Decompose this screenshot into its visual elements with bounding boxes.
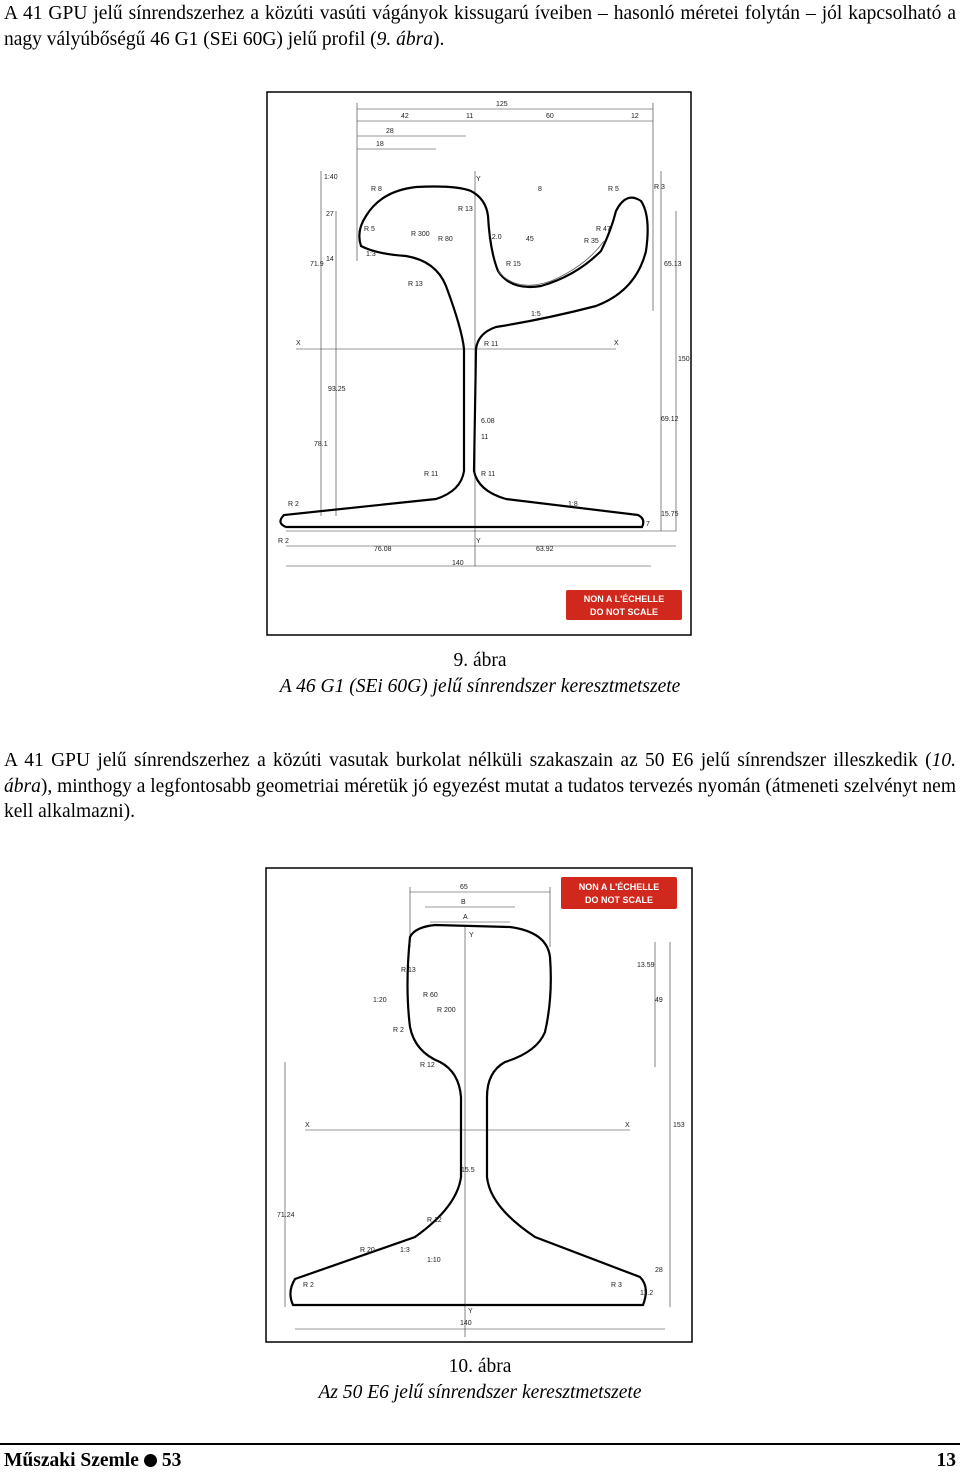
- dim-label: R 2: [393, 1027, 404, 1034]
- dim-label: Y: [468, 1308, 473, 1315]
- dim-label: 153: [673, 1122, 685, 1129]
- paragraph-intro: A 41 GPU jelű sínrendszerhez a közúti vasúti vágányok kissugarú íveiben – hasonló méretei folytán – jól kapcsolható a nagy vályúbőségű 46 G1 (SEi 60G) jelű profil (9. ábra).: [4, 3, 956, 50]
- figure-9-caption: A 46 G1 (SEi 60G) jelű sínrendszer keresztmetszete: [279, 676, 681, 697]
- do-not-scale-stamp: [561, 877, 677, 909]
- dim-label: 71.9: [310, 261, 324, 268]
- dim-label: 12.0: [488, 234, 502, 241]
- issue-number: 53: [161, 1450, 182, 1471]
- dim-label: 13.59: [637, 962, 655, 969]
- dim-label: 1:3: [366, 251, 376, 258]
- dim-label: 6.08: [481, 418, 495, 425]
- dim-label: R 3: [654, 184, 665, 191]
- dim-label: 63.92: [536, 546, 554, 553]
- dim-label: X: [625, 1122, 630, 1129]
- dim-label: R 200: [437, 1007, 456, 1014]
- dim-label: A: [463, 914, 468, 921]
- dim-label: R 3: [611, 1282, 622, 1289]
- dim-label: 49: [655, 997, 663, 1004]
- dim-label: 42: [401, 113, 409, 120]
- dim-label: 78.1: [314, 441, 328, 448]
- dim-label: 65.13: [664, 261, 682, 268]
- dim-label: R 35: [584, 238, 599, 245]
- svg-text:NON A L'ÉCHELLE: NON A L'ÉCHELLE: [583, 594, 665, 604]
- dim-label: 12: [631, 113, 639, 120]
- dim-label: Y: [476, 538, 481, 545]
- footer-journal: [4, 1450, 181, 1472]
- dim-label: R 2: [288, 501, 299, 508]
- figure-10-number: 10. ábra: [448, 1356, 512, 1377]
- dim-label: 14: [326, 256, 334, 263]
- dim-label: R 12: [427, 1217, 442, 1224]
- dim-label: R 13: [408, 281, 423, 288]
- dim-label: Y: [476, 176, 481, 183]
- figure-ref-10[interactable]: 10. ábra: [4, 750, 956, 797]
- dim-label: R 2: [278, 538, 289, 545]
- svg-text:DO NOT SCALE: DO NOT SCALE: [589, 607, 659, 617]
- dim-label: R 2: [303, 1282, 314, 1289]
- dim-label: R 80: [438, 236, 453, 243]
- dim-label: R 8: [371, 186, 382, 193]
- dim-label: 11: [466, 113, 474, 120]
- dim-label: R 11: [481, 471, 496, 478]
- dim-label: Y: [469, 932, 474, 939]
- do-not-scale-stamp: [566, 590, 682, 620]
- dim-label: R 300: [411, 231, 430, 238]
- rail-drawing-50e6: [265, 867, 693, 1343]
- dim-label: 1:8: [568, 501, 578, 508]
- dim-label: 15.75: [661, 511, 679, 518]
- figure-10-caption: Az 50 E6 jelű sínrendszer keresztmetszete: [318, 1382, 642, 1403]
- dim-label: 1:40: [324, 174, 338, 181]
- dim-label: 1:5: [531, 311, 541, 318]
- dim-label: 71.24: [277, 1212, 295, 1219]
- figure-46g1-rail-profile: [266, 91, 692, 636]
- figure-9-number: 9. ábra: [453, 650, 507, 671]
- paragraph-50e6: A 41 GPU jelű sínrendszerhez a közúti vasutak burkolat nélküli szakaszain az 50 E6 jelű sínrendszer illeszkedik (10. ábra), minthogy a legfontosabb geometriai méretük jó egyezést mutat a tudatos tervezés nyomán (átmeneti szelvényt nem kell alkalmazni).: [4, 750, 956, 822]
- page-number: 13: [936, 1450, 956, 1471]
- dim-label: 28: [655, 1267, 663, 1274]
- dim-label: 76.08: [374, 546, 392, 553]
- dim-label: R 12: [420, 1062, 435, 1069]
- dim-label: X: [296, 340, 301, 347]
- dim-label: X: [614, 340, 619, 347]
- dim-label: 60: [546, 113, 554, 120]
- figure-ref-9[interactable]: 9. ábra: [376, 28, 433, 50]
- dim-label: 11.2: [640, 1290, 654, 1297]
- dim-label: R 13: [401, 967, 416, 974]
- dim-label: 140: [452, 560, 464, 567]
- bullet-icon: [144, 1454, 157, 1467]
- footer-divider: [0, 1443, 960, 1445]
- dim-label: 45: [526, 236, 534, 243]
- dim-label: B: [461, 899, 466, 906]
- dim-label: 69.12: [661, 416, 679, 423]
- dim-label: 93.25: [328, 386, 346, 393]
- dim-label: R 5: [364, 226, 375, 233]
- rail-drawing-46g1: [266, 91, 692, 636]
- journal-name: Műszaki Szemle: [4, 1450, 139, 1471]
- figure-50e6-rail-profile: [265, 867, 693, 1343]
- dim-label: 8: [538, 186, 542, 193]
- svg-text:NON A L'ÉCHELLE: NON A L'ÉCHELLE: [578, 882, 660, 892]
- dim-label: 7: [646, 521, 650, 528]
- dim-label: 65: [460, 884, 468, 891]
- dim-label: R 5: [608, 186, 619, 193]
- dim-label: R 47: [596, 226, 611, 233]
- dim-label: R 15: [506, 261, 521, 268]
- dim-label: 1:3: [400, 1247, 410, 1254]
- dim-label: 1:20: [373, 997, 387, 1004]
- dim-label: R 11: [424, 471, 439, 478]
- dim-label: 125: [496, 101, 508, 108]
- dim-label: 11: [481, 434, 489, 441]
- dim-label: R 11: [484, 341, 499, 348]
- svg-text:DO NOT SCALE: DO NOT SCALE: [584, 895, 654, 905]
- dim-label: 15.5: [461, 1167, 475, 1174]
- dim-label: 18: [376, 141, 384, 148]
- dim-label: R 60: [423, 992, 438, 999]
- dim-label: X: [305, 1122, 310, 1129]
- dim-label: 1:10: [427, 1257, 441, 1264]
- dim-label: 27: [326, 211, 334, 218]
- dim-label: 140: [460, 1320, 472, 1327]
- dim-label: 28: [386, 128, 394, 135]
- dim-label: R 13: [458, 206, 473, 213]
- dim-label: R 20: [360, 1247, 375, 1254]
- dim-label: 150: [678, 356, 690, 363]
